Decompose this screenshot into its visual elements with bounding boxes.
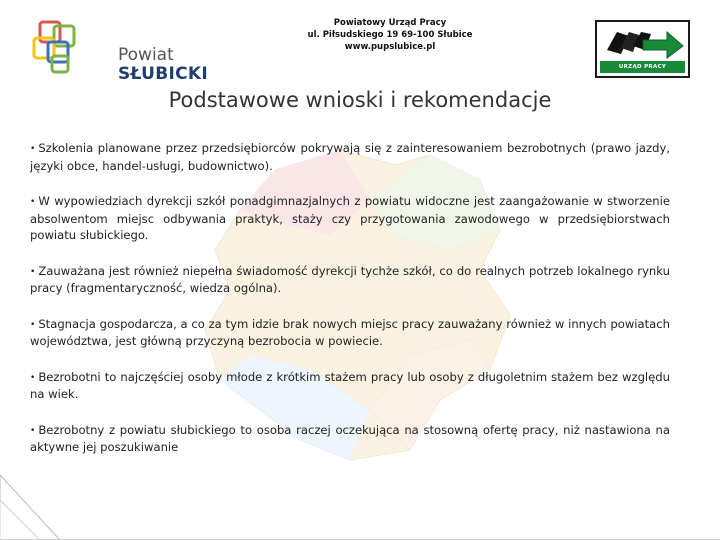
office-website: www.pupslubice.pl xyxy=(344,42,436,52)
bullet-text: Bezrobotny z powiatu słubickiego to osoba raczej oczekująca na stosowną ofertę pracy, niż nastawiona na aktywne jej poszukiwanie xyxy=(30,422,670,454)
squares-logo-icon xyxy=(30,16,90,82)
list-item xyxy=(30,422,670,456)
office-address-block xyxy=(270,17,510,53)
bullet-icon: • xyxy=(30,372,36,383)
bullet-icon: • xyxy=(30,425,36,436)
logo-word-slubicki: SŁUBICKI xyxy=(118,64,209,84)
urzad-pracy-logo xyxy=(595,20,690,78)
powiat-slubicki-logo xyxy=(30,16,209,84)
slide-title: Podstawowe wnioski i rekomendacje xyxy=(168,88,552,112)
urzad-pracy-caption: URZĄD PRACY xyxy=(618,64,667,70)
bullet-icon: • xyxy=(30,197,36,207)
list-item xyxy=(30,140,670,174)
bullet-icon: • xyxy=(30,266,36,277)
list-item xyxy=(30,369,670,403)
list-item xyxy=(30,193,670,244)
office-address: ul. Piłsudskiego 19 69-100 Słubice xyxy=(307,30,473,40)
bullet-text: W wypowiedziach dyrekcji szkół ponadgimnazjalnych z powiatu widoczne jest zaangażowanie w stworzenie absolwentom miejsc odbywania praktyk, staży czy przygotowania zawodowego w przedsiębiorstwach powiatu słubickiego. xyxy=(30,194,670,242)
corner-decoration xyxy=(0,460,720,540)
bullet-text: Bezrobotni to najczęściej osoby młode z krótkim stażem pracy lub osoby z długoletnim stażem bez względu na wiek. xyxy=(30,369,670,401)
list-item xyxy=(30,316,670,350)
bullet-icon: • xyxy=(30,144,36,154)
bullet-text: Zauważana jest również niepełna świadomość dyrekcji tychże szkół, co do realnych potrzeb lokalnego rynku pracy (fragmentaryczność, wiedza ogólna). xyxy=(30,263,670,295)
bullet-text: Szkolenia planowane przez przedsiębiorców pokrywają się z zainteresowaniem bezrobotnych (prawo jazdy, języki obce, handel-usługi, budownictwo). xyxy=(30,141,670,173)
logo-word-powiat: Powiat xyxy=(118,45,174,65)
recommendations-list xyxy=(30,140,670,475)
bullet-text: Stagnacja gospodarcza, a co za tym idzie brak nowych miejsc pracy zauważany również w innych powiatach województwa, jest główną przyczyną bezrobocia w powiecie. xyxy=(30,316,670,348)
bullet-icon: • xyxy=(30,319,36,330)
list-item xyxy=(30,263,670,297)
office-name: Powiatowy Urząd Pracy xyxy=(333,18,447,28)
